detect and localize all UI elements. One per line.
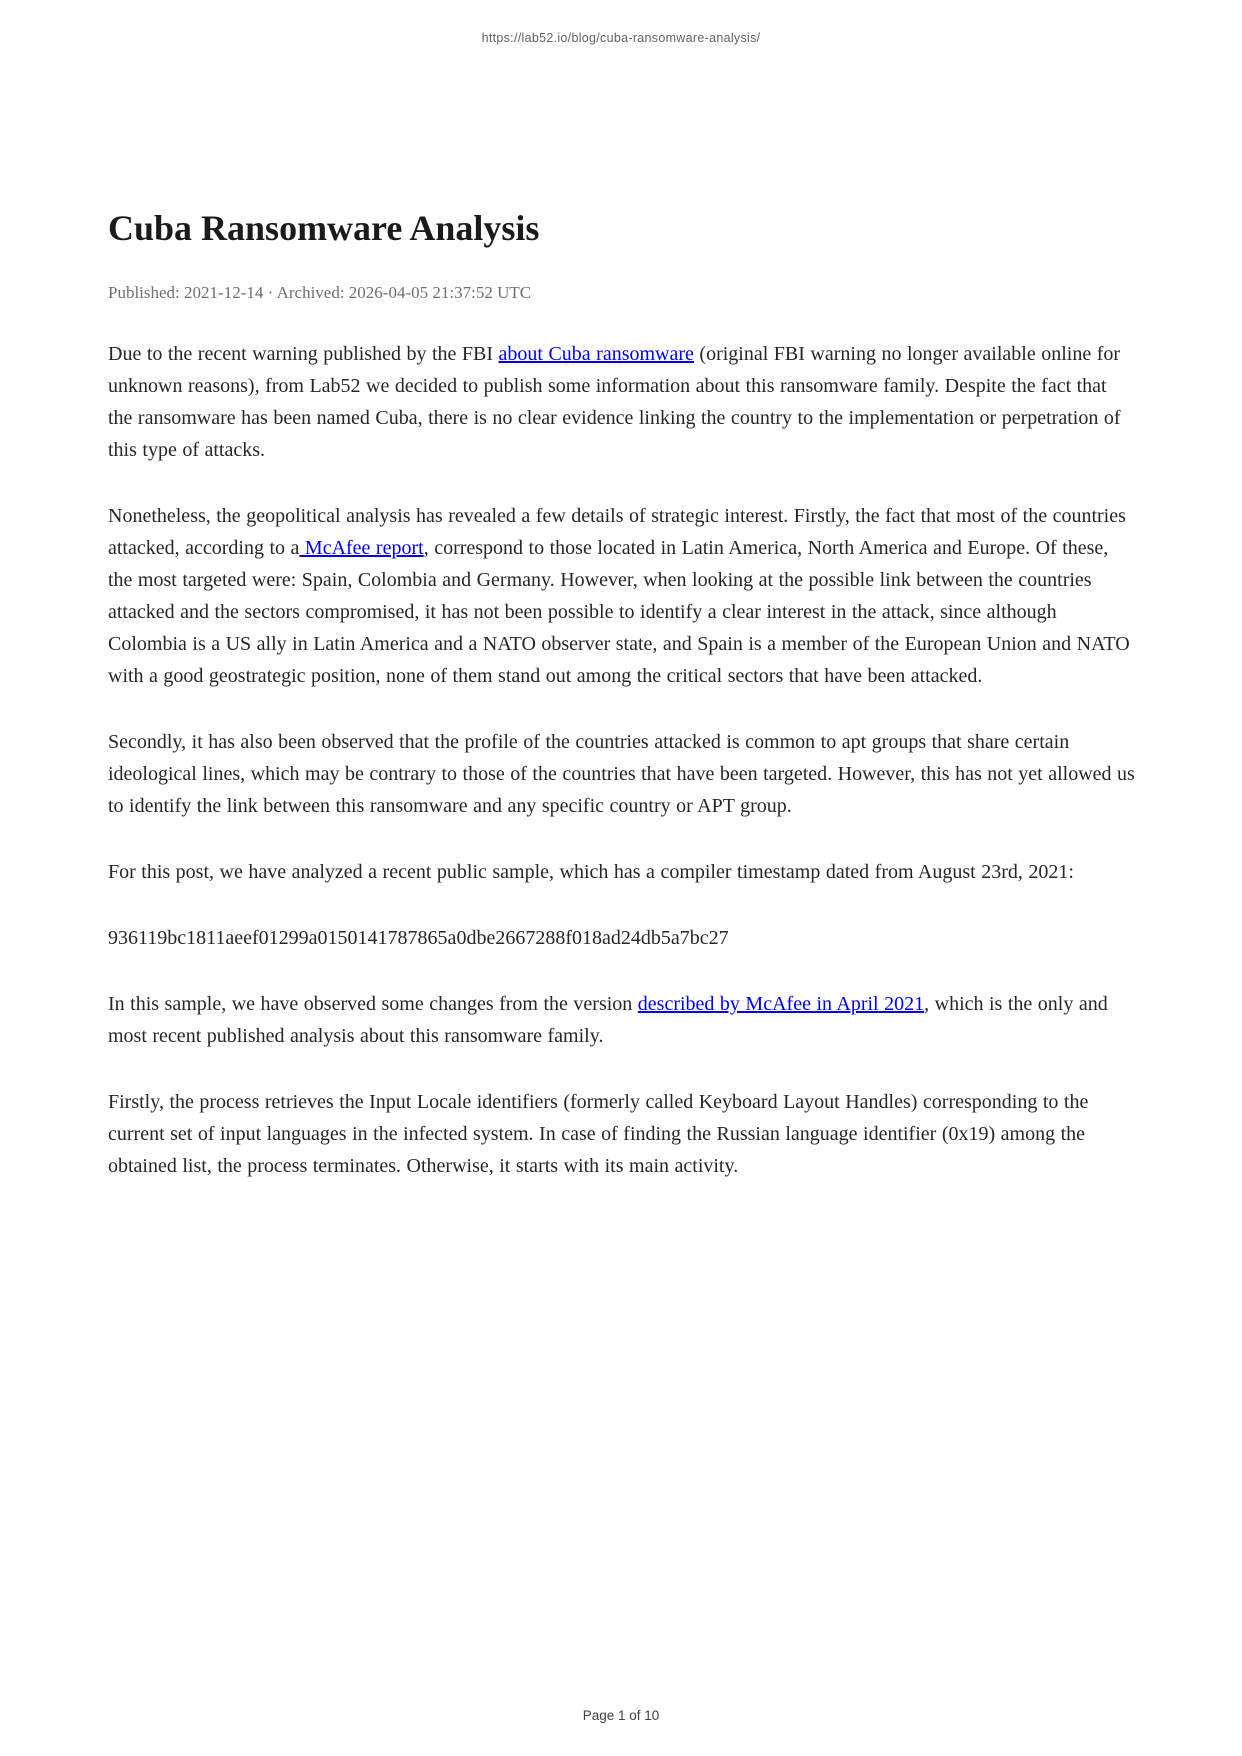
text-run: Due to the recent warning published by the FBI bbox=[108, 343, 499, 365]
sample-intro-paragraph bbox=[108, 856, 1136, 888]
text-run: Nonetheless, the geopolitical analysis has revealed a few details of strategic interest. Firstly, the fact that most of the countries attacked, according to a bbox=[108, 505, 1126, 559]
text-run: , correspond to those located in Latin America, North America and Europe. Of these, the most targeted were: Spain, Colombia and Germany. However, when looking at the possible link between the countries attacked and the sectors compromised, it has not been possible to identify a clear interest in the attack, since although Colombia is a US ally in Latin America and a NATO observer state, and Spain is a member of the European Union and NATO with a good geostrategic position, none of them stand out among the critical sectors that have been attacked. bbox=[108, 537, 1130, 687]
text-run: Secondly, it has also been observed that the profile of the countries attacked is common to apt groups that share certain ideological lines, which may be contrary to those of the countries that have been targeted. However, this has not yet allowed us to identify the link between this ransomware and any specific country or APT group. bbox=[108, 731, 1135, 817]
intro-paragraph bbox=[108, 338, 1136, 466]
version-changes-paragraph bbox=[108, 988, 1136, 1052]
text-run: Firstly, the process retrieves the Input Locale identifiers (formerly called Keyboard Layout Handles) corresponding to the current set of input languages in the infected system. In case of finding the Russian language identifier (0x19) among the obtained list, the process terminates. Otherwise, it starts with its main activity. bbox=[108, 1091, 1089, 1177]
page-number: Page 1 of 10 bbox=[582, 1708, 660, 1723]
text-run: , which is the only and most recent published analysis about this ransomware family. bbox=[108, 993, 1108, 1047]
text-run: (original FBI warning no longer available online for unknown reasons), from Lab52 we decided to publish some information about this ransomware family. Despite the fact that the ransomware has been named Cuba, there is no clear evidence linking the country to the implementation or perpetration of this type of attacks. bbox=[108, 343, 1121, 461]
archive-url-header: https://lab52.io/blog/cuba-ransomware-analysis/ bbox=[481, 31, 761, 45]
article-body bbox=[108, 338, 1136, 1182]
text-run: For this post, we have analyzed a recent public sample, which has a compiler timestamp dated from August 23rd, 2021: bbox=[108, 861, 1074, 883]
link-mcafee-report[interactable]: McAfee report bbox=[299, 537, 424, 559]
geopolitical-analysis-paragraph bbox=[108, 500, 1136, 692]
sample-hash bbox=[108, 922, 1136, 954]
text-run: 936119bc1811aeef01299a0150141787865a0dbe2667288f018ad24db5a7bc27 bbox=[108, 927, 729, 949]
apt-groups-paragraph bbox=[108, 726, 1136, 822]
link-about-cuba-ransomware[interactable]: about Cuba ransomware bbox=[498, 343, 694, 365]
article-meta: Published: 2021-12-14 · Archived: 2026-04-05 21:37:52 UTC bbox=[108, 283, 532, 302]
link-described-by-mcafee[interactable]: described by McAfee in April 2021 bbox=[637, 993, 925, 1015]
page-title: Cuba Ransomware Analysis bbox=[108, 208, 540, 248]
article bbox=[108, 0, 1136, 1182]
text-run: In this sample, we have observed some changes from the version bbox=[108, 993, 638, 1015]
input-locale-paragraph bbox=[108, 1086, 1136, 1182]
